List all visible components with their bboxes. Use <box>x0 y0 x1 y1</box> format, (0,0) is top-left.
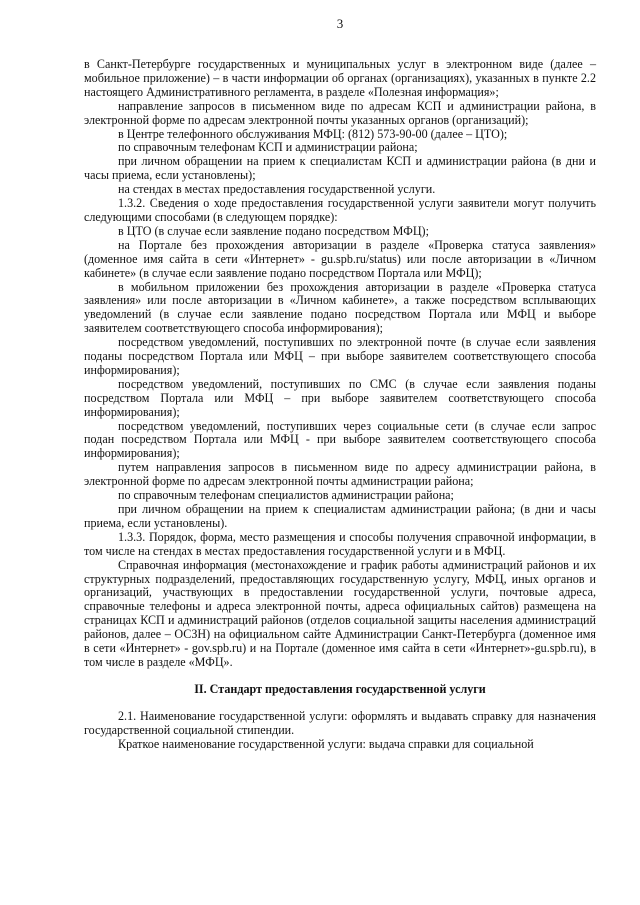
paragraph-call-center: в Центре телефонного обслуживания МФЦ: (812) 573-90-00 (далее – ЦТО); <box>118 126 508 141</box>
paragraph-district-requests: путем направления запросов в письменном виде по адресу администрации района, в электронной форме по адресам электронной почты администрации района; <box>84 460 596 489</box>
paragraph-mobile-status: в мобильном приложении без прохождения авторизации в разделе «Проверка статуса заявления» или после авторизации в «Личном кабинете», а также посредством всплывающих уведомлений (в случае если заявление подано посредством Портала или МФЦ и выборе заявителем соответствующего способа информирования); <box>84 279 596 336</box>
paragraph-mobile-app: в Санкт-Петербурге государственных и муниципальных услуг в электронном виде (далее – мобильное приложение) – в части информации об органах (организациях), указанных в пункте 2.2 настоящего Административного регламента, в разделе «Полезная информация»; <box>84 57 596 99</box>
paragraph-social-notifications: посредством уведомлений, поступивших через социальные сети (в случае если запрос подан посредством Портала или МФЦ - при выборе заявителем соответствующего способа информирования); <box>84 418 596 461</box>
paragraph-sms-notifications: посредством уведомлений, поступивших по СМС (в случае если заявления поданы посредством Портала или МФЦ – при выборе заявителем соответствующего способа информирования); <box>84 376 596 419</box>
paragraph-written-requests: направление запросов в письменном виде по адресам КСП и администрации района, в электронной форме по адресам электронной почты указанных органов (организаций); <box>84 98 596 127</box>
paragraph-short-name: Краткое наименование государственной услуги: выдача справки для социальной <box>118 736 534 751</box>
paragraph-personal-visit: при личном обращении на прием к специалистам КСП и администрации района (в дни и часы приема, если установлены); <box>84 154 596 183</box>
paragraph-1-3-3: 1.3.3. Порядок, форма, место размещения и способы получения справочной информации, в том числе на стендах в местах предоставления государственной услуги и в МФЦ. <box>84 529 596 558</box>
paragraph-reference-phones: по справочным телефонам КСП и администрации района; <box>118 140 418 155</box>
paragraph-district-phones: по справочным телефонам специалистов администрации района; <box>118 488 454 503</box>
paragraph-stands: на стендах в местах предоставления государственной услуги. <box>118 182 436 197</box>
paragraph-portal-status: на Портале без прохождения авторизации в разделе «Проверка статуса заявления» (доменное имя сайта в сети «Интернет» - gu.spb.ru/status) или после авторизации в «Личном кабинете» (в случае если заявление подано посредством Портала или МФЦ); <box>84 237 596 280</box>
paragraph-2-1: 2.1. Наименование государственной услуги: оформлять и выдавать справку для назначения государственной социальной стипендии. <box>84 708 596 737</box>
document-body <box>84 58 596 752</box>
paragraph-cto: в ЦТО (в случае если заявление подано посредством МФЦ); <box>118 223 429 238</box>
paragraph-district-visit: при личном обращении на прием к специалистам администрации района; (в дни и часы приема, если установлены). <box>84 502 596 530</box>
paragraph-reference-info: Справочная информация (местонахождение и график работы администраций районов и их структурных подразделений, предоставляющих государственную услугу, МФЦ, иных органов и организаций, участвующих в предоставлении государственной услуги, почтовые адреса, справочные телефоны и адреса электронной почты, адреса официальных сайтов) размещена на страницах КСП и администраций районов (отделов социальной защиты населения администраций районов, далее – ОСЗН) на официальном сайте Администрации Санкт-Петербурга (доменное имя в сети «Интернет» - gov.spb.ru) и на Портале (доменное имя сайта в сети «Интернет»-gu.spb.ru), в том числе в разделе «МФЦ». <box>84 557 596 669</box>
paragraph-1-3-2: 1.3.2. Сведения о ходе предоставления государственной услуги заявители могут получить следующими способами (в следующем порядке): <box>84 196 596 224</box>
section-heading: II. Стандарт предоставления государственной услуги <box>194 681 486 696</box>
paragraph-email-notifications: посредством уведомлений, поступивших по электронной почте (в случае если заявления поданы посредством Портала или МФЦ – при выборе заявителем соответствующего способа информирования); <box>84 335 596 377</box>
page-number: 3 <box>336 16 344 31</box>
